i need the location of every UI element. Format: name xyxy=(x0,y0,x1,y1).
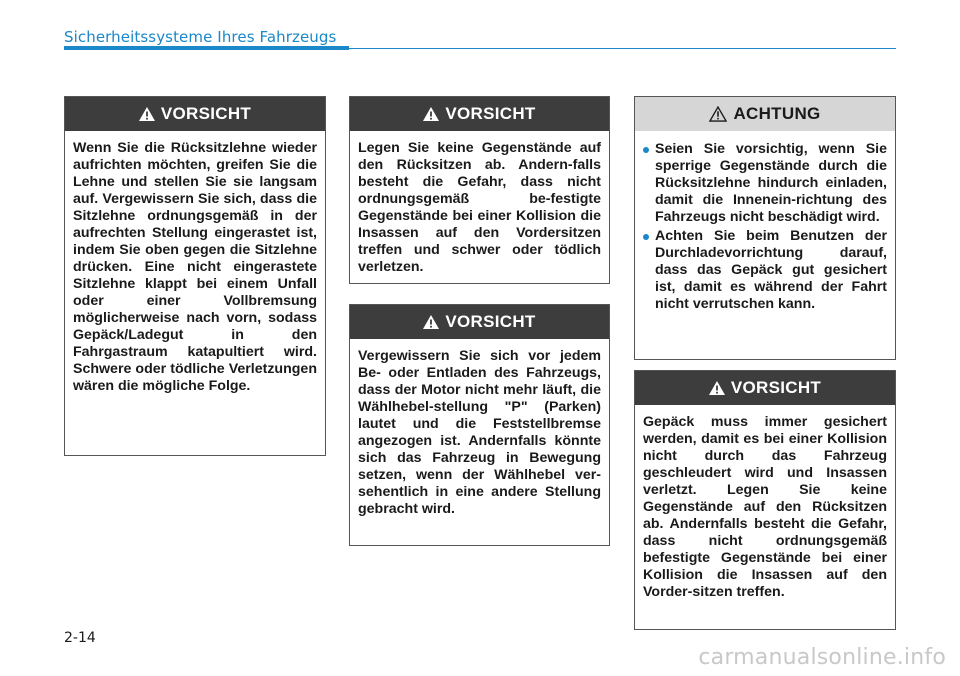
section-title: Sicherheitssysteme Ihres Fahrzeugs xyxy=(64,28,337,46)
warning-triangle-icon xyxy=(423,315,439,329)
caution-box-text: Vergewissern Sie sich vor jedem Be- oder Entladen des Fahrzeugs, dass der Motor nicht mehr läuft, die Wählhebel-stellung "P" (Parken) lautet und die Feststellbremse angezogen ist. Andernfalls könnte sich das Fahrzeug in Bewegung setzen, wenn der Wählhebel ver-sehentlich in eine andere Stellung gebracht wird. xyxy=(358,348,601,517)
page-number: 2-14 xyxy=(64,630,96,646)
caution-box-rear-seats xyxy=(349,96,610,284)
caution-box-title: VORSICHT xyxy=(730,378,822,397)
caution-box-text: Gepäck muss immer gesichert werden, damit es bei einer Kollision nicht durch das Fahrzeug geschleudert wird und Insassen verletzt. Legen Sie keine Gegenstände auf den Rücksitzen ab. Andernfalls besteht die Gefahr, dass nicht ordnungsgemäß befestigte Gegenstände bei einer Kollision die Insassen auf den Vorder-sitzen treffen. xyxy=(643,414,887,600)
caution-box-title: VORSICHT xyxy=(445,104,536,123)
warning-triangle-icon xyxy=(709,381,725,395)
caution-box-loading xyxy=(349,304,610,546)
header-accent-bar xyxy=(64,46,349,50)
warning-outline-icon xyxy=(709,106,727,122)
caution-box-header xyxy=(65,97,325,131)
watermark: carmanualsonline.info xyxy=(698,645,946,670)
bullet-text: Achten Sie beim Benutzen der Durchladevorrichtung darauf, dass das Gepäck gut gesichert ist, damit es während der Fahrt nicht verrutschen kann. xyxy=(655,228,887,312)
notice-box-body xyxy=(635,131,895,323)
bullet-dot-icon xyxy=(643,234,649,240)
notice-box-title: ACHTUNG xyxy=(733,104,821,123)
caution-box-luggage xyxy=(634,370,896,630)
warning-triangle-icon xyxy=(423,107,439,121)
bullet-text: Seien Sie vorsichtig, wenn Sie sperrige Gegenstände durch die Rücksitzlehne hindurch einladen, damit die Innenein-richtung des Fahrzeugs nicht beschädigt wird. xyxy=(655,141,887,225)
warning-triangle-icon xyxy=(139,107,155,121)
caution-box-title: VORSICHT xyxy=(445,312,536,331)
caution-box-seatback xyxy=(64,96,326,456)
notice-box-loadthrough xyxy=(634,96,896,360)
caution-box-text: Legen Sie keine Gegenstände auf den Rücksitzen ab. Andern-falls besteht die Gefahr, dass nicht ordnungsgemäß be-festigte Gegenstände bei einer Kollision die Insassen auf den Vordersitzen treffen und schwer oder tödlich verletzen. xyxy=(358,140,601,275)
list-item xyxy=(643,141,887,226)
notice-bullet-list xyxy=(643,141,887,313)
caution-box-header xyxy=(350,97,609,131)
caution-box-title: VORSICHT xyxy=(160,104,252,123)
notice-box-header xyxy=(635,97,895,131)
bullet-dot-icon xyxy=(643,147,649,153)
caution-box-text: Wenn Sie die Rücksitzlehne wieder aufrichten möchten, greifen Sie die Lehne und stellen Sie sie langsam auf. Vergewissern Sie sich, dass die Sitzlehne ordnungsgemäß in der aufrechten Stellung eingerastet ist, indem Sie oben gegen die Sitzlehne drücken. Eine nicht eingerastete Sitzlehne klappt bei einem Unfall oder einer Vollbremsung möglicherweise nach vorn, sodass Gepäck/Ladegut in den Fahrgastraum katapultiert wird. Schwere oder tödliche Verletzungen wären die mögliche Folge. xyxy=(73,140,317,394)
list-item xyxy=(643,228,887,313)
caution-box-header xyxy=(350,305,609,339)
caution-box-header xyxy=(635,371,895,405)
